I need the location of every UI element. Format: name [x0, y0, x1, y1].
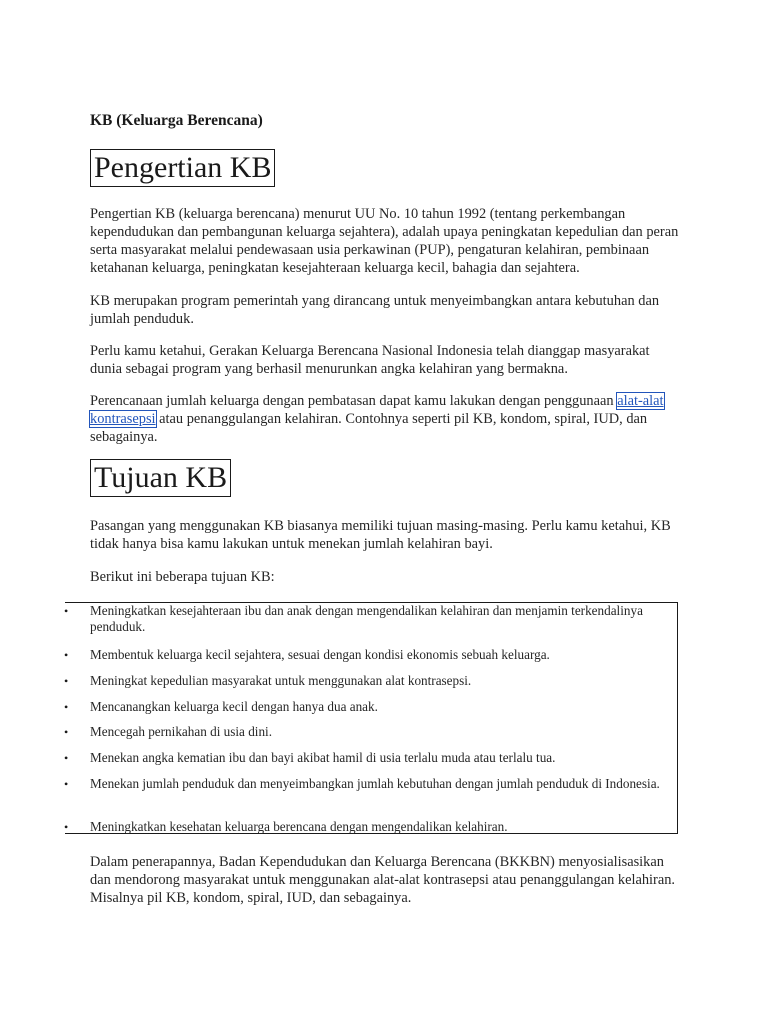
document-title: KB (Keluarga Berencana) — [90, 112, 263, 129]
paragraph-program: KB merupakan program pemerintah yang dirancang untuk menyeimbangkan antara kebutuhan dan jumlah penduduk. — [90, 293, 660, 327]
contraception-link[interactable]: alat-alat kontrasepsi — [90, 393, 664, 427]
list-item: Mencanangkan keluarga kecil dengan hanya dua anak. — [90, 699, 378, 714]
list-bullet: • — [64, 751, 69, 765]
list-bullet: • — [64, 674, 69, 688]
heading-pengertian: Pengertian KB — [90, 149, 275, 187]
paragraph-success: Perlu kamu ketahui, Gerakan Keluarga Berencana Nasional Indonesia telah dianggap masyarakat dunia sebagai program yang berhasil menurunkan angka kelahiran yang bermakna. — [90, 343, 650, 377]
list-item: Mencegah pernikahan di usia dini. — [90, 724, 273, 739]
list-item: Meningkatkan kesehatan keluarga berencana dengan mengendalikan kelahiran. — [90, 819, 508, 834]
list-bullet: • — [64, 700, 69, 714]
list-bullet: • — [64, 725, 69, 739]
paragraph-closing: Dalam penerapannya, Badan Kependudukan dan Keluarga Berencana (BKKBN) menyosialisasikan dan mendorong masyarakat untuk menggunakan alat-alat kontrasepsi atau penanggulangan kelahiran. Misalnya pil KB, kondom, spiral, IUD, dan sebagainya. — [90, 854, 676, 906]
paragraph-tujuan-intro: Pasangan yang menggunakan KB biasanya memiliki tujuan masing-masing. Perlu kamu ketahui, KB tidak hanya bisa kamu lakukan untuk menekan jumlah kelahiran bayi. — [90, 518, 671, 552]
list-bullet: • — [64, 604, 69, 618]
list-item: Meningkatkan kesejahteraan ibu dan anak dengan mengendalikan kelahiran dan menjamin terkendalinya penduduk. — [90, 603, 643, 634]
paragraph-list-intro: Berikut ini beberapa tujuan KB: — [90, 569, 275, 585]
list-bullet: • — [64, 648, 69, 662]
list-item: Menekan jumlah penduduk dan menyeimbangkan jumlah kebutuhan dengan jumlah penduduk di Indonesia. — [90, 776, 660, 791]
list-item: Meningkat kepedulian masyarakat untuk menggunakan alat kontrasepsi. — [90, 673, 472, 688]
list-bullet: • — [64, 777, 69, 791]
list-bullet: • — [64, 820, 69, 834]
list-item: Menekan angka kematian ibu dan bayi akibat hamil di usia terlalu muda atau terlalu tua. — [90, 750, 556, 765]
paragraph-definition: Pengertian KB (keluarga berencana) menurut UU No. 10 tahun 1992 (tentang perkembangan kependudukan dan pembangunan keluarga sejahtera), adalah upaya peningkatan kepedulian dan peran serta masyarakat melalui pendewasaan usia perkawinan (PUP), pengaturan kelahiran, pembinaan ketahanan keluarga, peningkatan kesejahteraan keluarga kecil, bahagia dan sejahtera. — [90, 206, 679, 276]
list-item: Membentuk keluarga kecil sejahtera, sesuai dengan kondisi ekonomis sebuah keluarga. — [90, 647, 550, 662]
goals-list-box — [65, 602, 678, 834]
paragraph-contraception-text-before: Perencanaan jumlah keluarga dengan pembatasan dapat kamu lakukan dengan penggunaan — [90, 393, 618, 409]
heading-tujuan: Tujuan KB — [90, 459, 231, 497]
paragraph-contraception — [90, 392, 684, 446]
paragraph-contraception-text-after: atau penanggulangan kelahiran. Contohnya seperti pil KB, kondom, spiral, IUD, dan sebagainya. — [90, 411, 648, 445]
